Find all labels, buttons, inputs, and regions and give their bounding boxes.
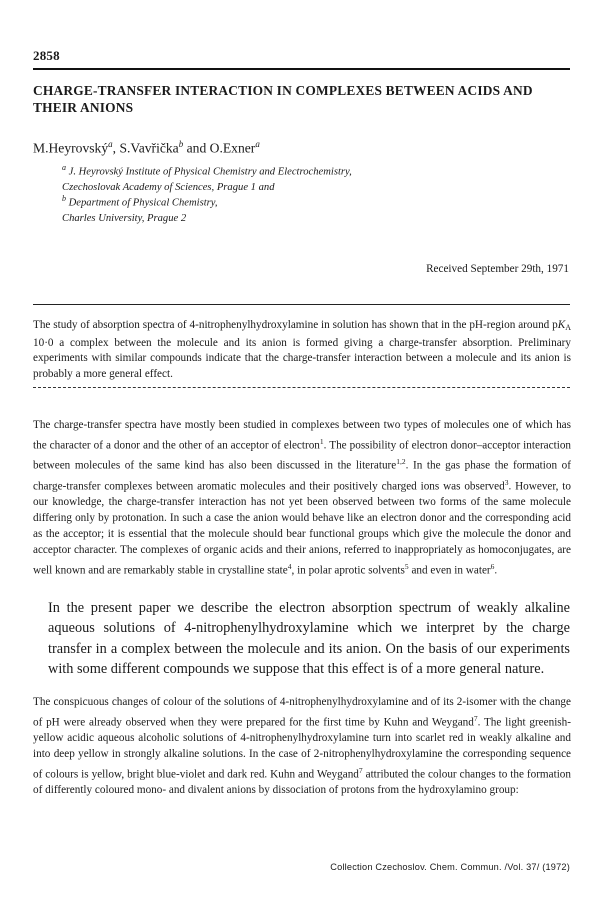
reference-marker: 1,2 <box>396 457 406 467</box>
author-affiliation-marker: a <box>255 139 260 149</box>
pk-subscript: A <box>565 323 571 332</box>
main-paragraph: In the present paper we describe the electron absorption spectrum of weakly alkaline aqueous solutions of 4-nitrophenylhydroxylamine which we interpret by the charge transfer in a complex between the molecule and its anion. On the basis of our experiments with some different compounds we suppose that this effect is of a more general nature. <box>48 600 570 678</box>
abstract-text: The study of absorption spectra of 4-nitrophenylhydroxylamine in solution has shown that in the pH-region around p <box>33 319 558 331</box>
reference-marker: 3 <box>504 477 509 487</box>
abstract-bottom-rule <box>33 387 570 388</box>
pk-symbol: K <box>557 319 566 331</box>
header-rule <box>33 68 570 70</box>
author-separator: and <box>183 140 210 156</box>
paragraph-text: The charge-transfer spectra have mostly been studied in complexes between two types of molecules one of which has the character of a donor and the other of an acceptor of electron <box>33 419 571 452</box>
colour-change-paragraph <box>33 695 571 799</box>
affiliation-b <box>62 191 482 227</box>
paragraph-text: . In the gas phase the formation of charge-transfer complexes between aromatic molecules and their positively charged ions was observed <box>33 460 571 493</box>
reference-marker: 7 <box>473 713 478 723</box>
affiliation-line: Czechoslovak Academy of Sciences, Prague 1 and <box>62 182 275 194</box>
author-name: S.Vavřička <box>119 140 179 156</box>
affiliation-line: Charles University, Prague 2 <box>62 213 187 225</box>
author-affiliation-marker: a <box>108 139 113 149</box>
affiliation-marker: b <box>62 194 66 203</box>
paragraph-text: The conspicuous changes of colour of the solutions of 4-nitrophenylhydroxylamine and of its 2-isomer with the change of pH were already observed when they were prepared for the first time by Kuhn and Weygand <box>33 696 571 729</box>
article-title: CHARGE-TRANSFER INTERACTION IN COMPLEXES BETWEEN ACIDS AND THEIR ANIONS <box>33 83 533 115</box>
author-name: O.Exner <box>209 140 256 156</box>
abstract-text: 10·0 a complex between the molecule and its anion is formed giving a charge-transfer absorption. Preliminary experiments with similar compounds indicate that the charge-transfer interaction between a molecule and its anion is probably a more general effect. <box>33 336 571 380</box>
intro-paragraph <box>33 418 571 579</box>
affiliation-line: J. Heyrovský Institute of Physical Chemistry and Electrochemistry, <box>68 166 352 178</box>
reference-marker: 7 <box>358 765 363 775</box>
paragraph-text: and even in water <box>408 564 491 577</box>
paragraph-text: . However, to our knowledge, the charge-transfer interaction has not yet been observed between two forms of the same molecule differing only by protonation. In such a case the anion would behave like an electron donor and the corresponding acid as the acceptor; it is essential that the molecule should bear functional groups which give the molecule the donor and acceptor character. The complexes of organic acids and their anions, referred to inappropriately as homoconjugates, are well known and are remarkably stable in crystalline state <box>33 480 571 577</box>
abstract-top-rule <box>33 304 570 305</box>
affiliation-marker: a <box>62 163 66 172</box>
received-date: Received September 29th, 1971 <box>426 263 569 275</box>
page-number: 2858 <box>33 48 60 63</box>
reference-marker: 6 <box>490 561 495 571</box>
paragraph-text: , in polar aprotic solvents <box>291 564 405 577</box>
paragraph-text: . The light greenish-yellow acidic aqueous alcoholic solutions of 4-nitrophenylhydroxylamine turn into scarlet red in weakly alkaline and into deep yellow in strongly alkaline solutions. In the case of 2-nitrophenylhydroxylamine the corresponding sequence of colours is yellow, bright blue-violet and dark red. Kuhn and Weygand <box>33 716 571 781</box>
author-affiliation-marker: b <box>178 139 184 149</box>
reference-marker: 5 <box>404 561 409 571</box>
paragraph-text: . <box>494 564 498 577</box>
paragraph-text: . The possibility of electron donor–acceptor interaction between molecules of the same kind has also been discussed in the literature <box>33 439 572 473</box>
journal-footer: Collection Czechoslov. Chem. Commun. /Vol. 37/ (1972) <box>330 862 570 872</box>
reference-marker: 4 <box>287 561 292 571</box>
abstract <box>33 318 571 382</box>
author-name: M.Heyrovský <box>33 140 109 156</box>
paragraph-text: attributed the colour changes to the formation of differently coloured mono- and divalent anions by dissociation of protons from the hydroxylamino group: <box>33 768 571 797</box>
author-list <box>33 136 260 157</box>
affiliation-line: Department of Physical Chemistry, <box>68 197 218 209</box>
reference-marker: 1 <box>319 436 324 446</box>
author-separator: , <box>112 140 120 156</box>
